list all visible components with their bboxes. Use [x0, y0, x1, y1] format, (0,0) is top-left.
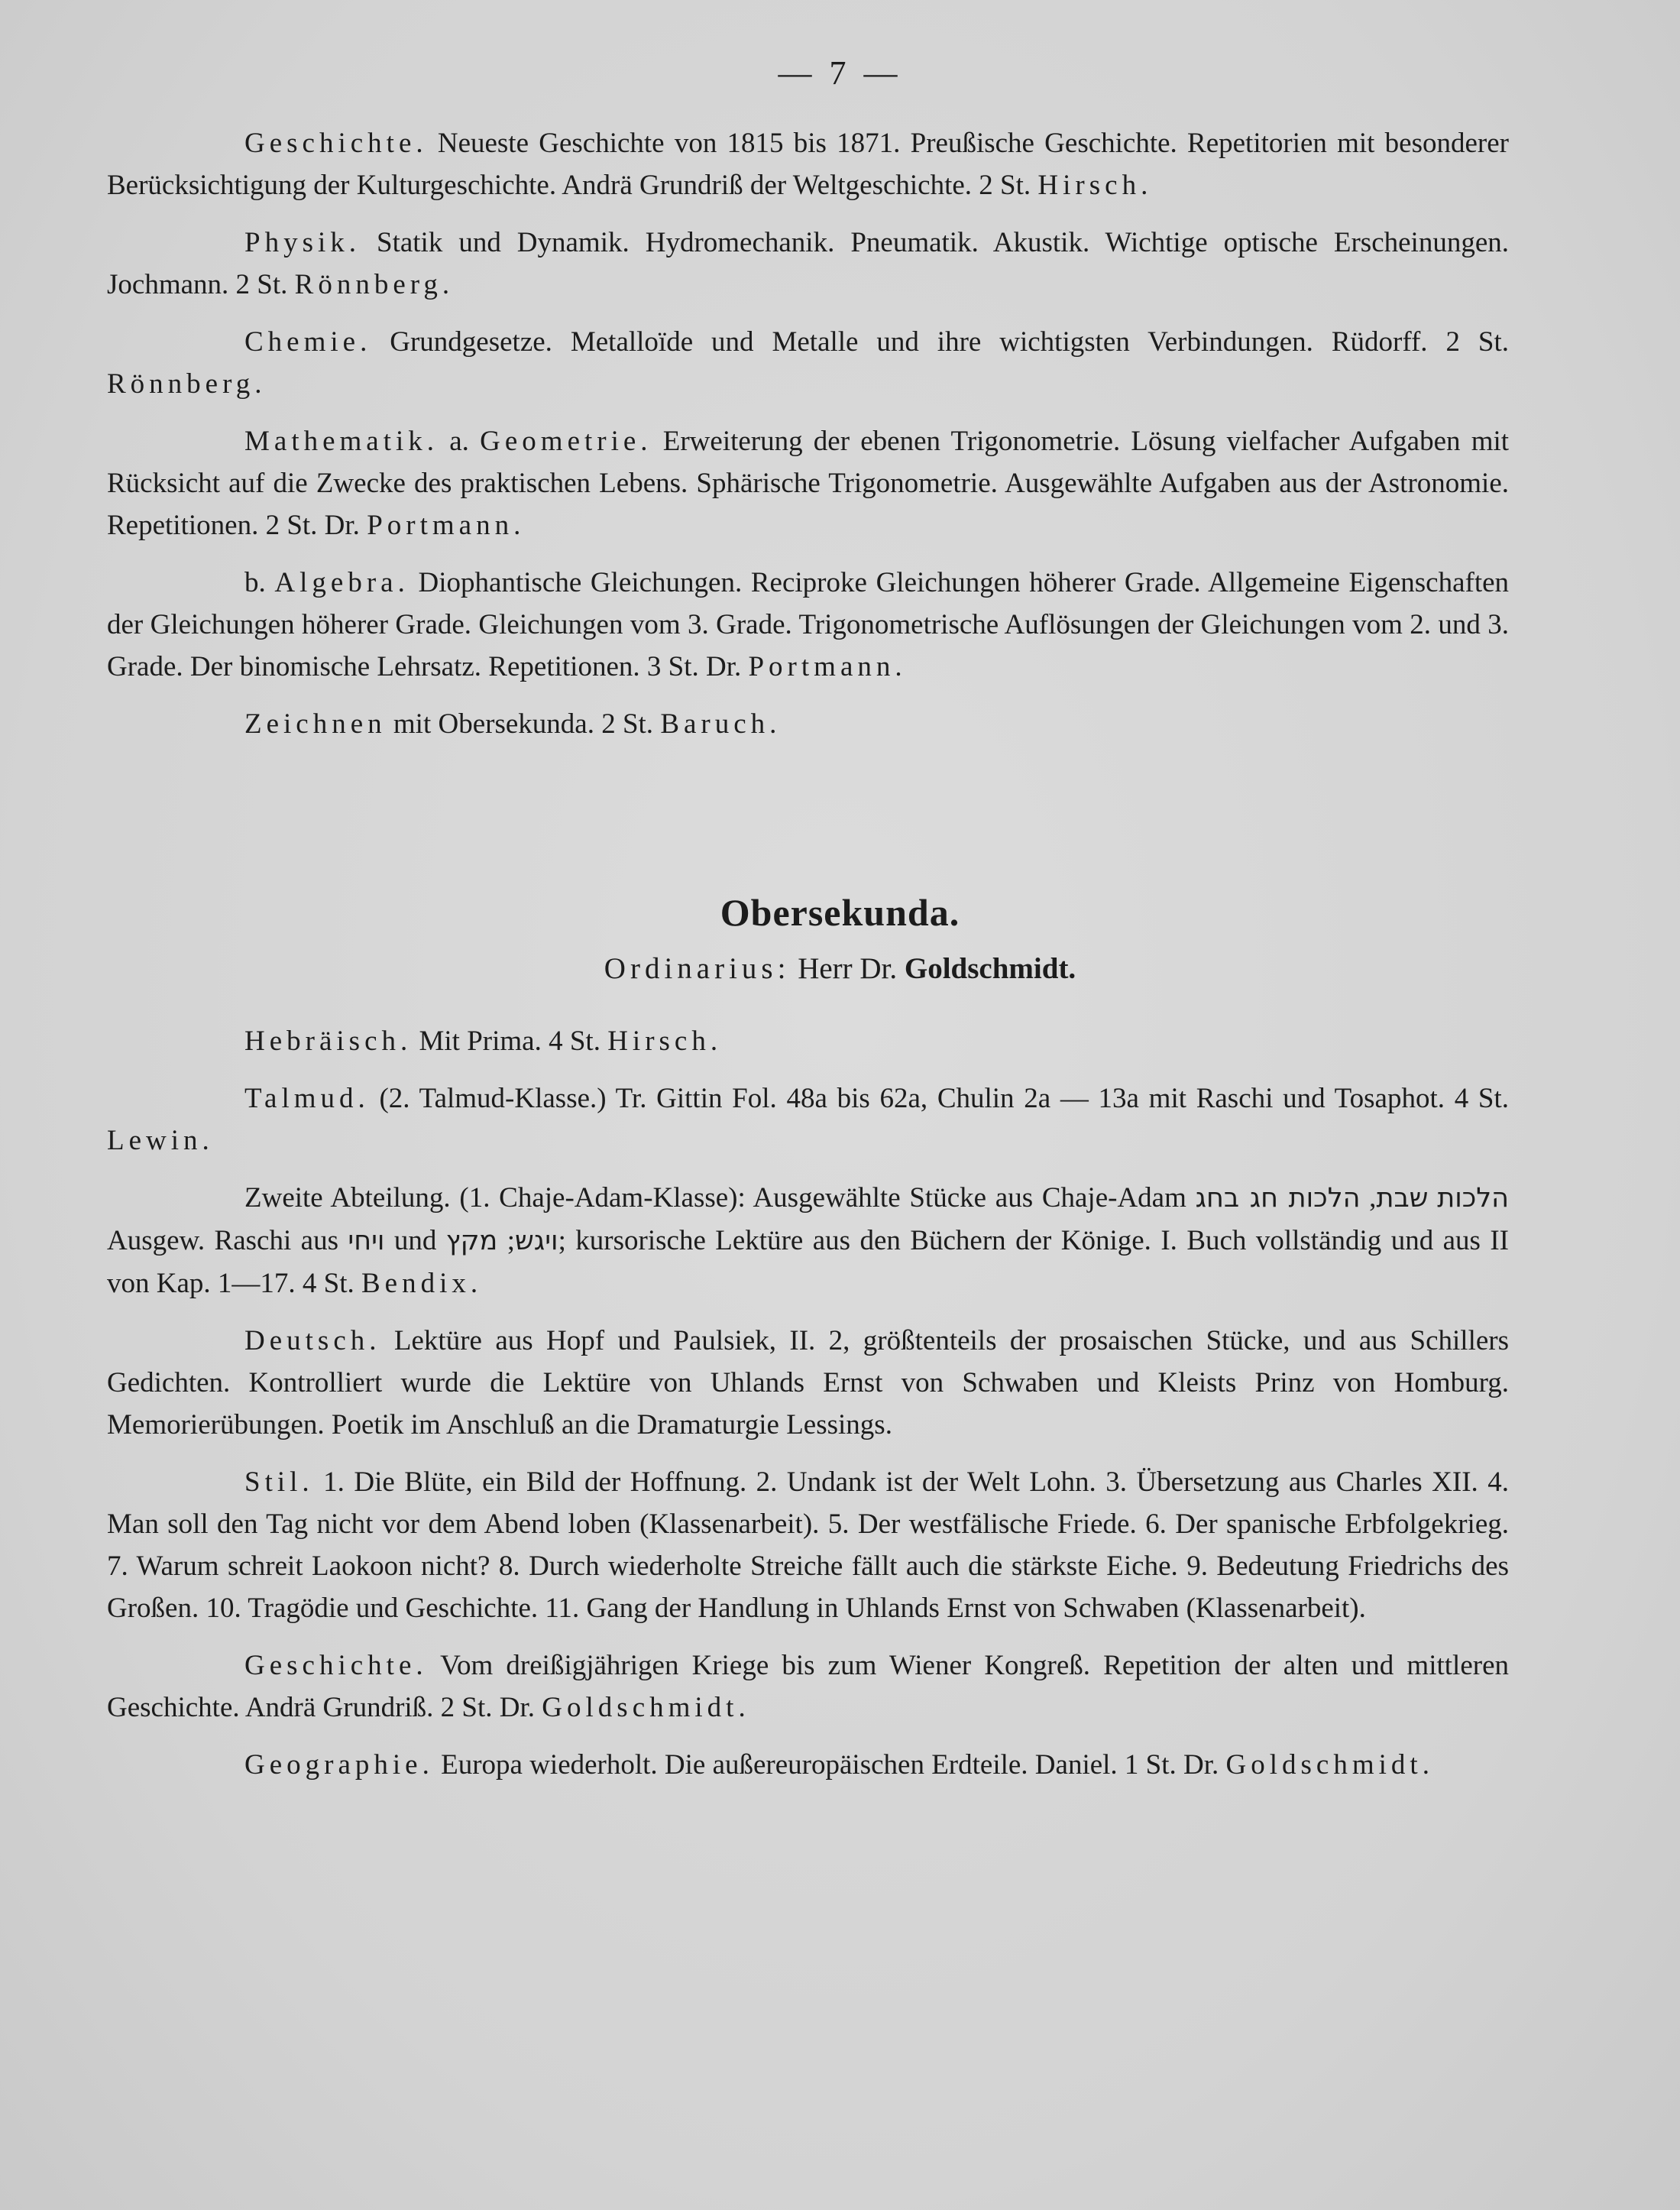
paragraph-text: mit Obersekunda. 2 St. — [393, 708, 654, 740]
subject-label: Deutsch. — [244, 1325, 381, 1356]
paragraph-geschichte-2 — [107, 1645, 1509, 1729]
hebrew-text: הלכות — [1437, 1183, 1510, 1214]
teacher-name: Rönnberg. — [107, 368, 267, 400]
paragraph-geographie — [107, 1744, 1509, 1786]
paragraph-text: (2. Talmud-Klasse.) Tr. Gittin Fol. 48a bis 62a, Chulin 2a — 13a mit Raschi und Tosaphot. 4 St. — [379, 1083, 1509, 1114]
subject-label: Geschichte. — [244, 128, 428, 159]
paragraph-text: Grundgesetze. Metalloïde und Metalle und ihre wichtigsten Verbindungen. Rüdorff. 2 St. — [390, 326, 1509, 358]
subject-label: Mathematik. — [244, 426, 439, 457]
ordinarius-line — [0, 951, 1680, 986]
subject-label: Stil. — [244, 1466, 314, 1498]
paragraph-zweite-abteilung: Zweite Abteilung. (1. Chaje-Adam-Klasse): Ausgewählte Stücke aus Chaje-Adam הלכות שבת, הלכות חג בחג Ausgew. Raschi aus ויחי und ויגש; מקץ ; kursorische Lektüre aus den Büchern der Könige. I. Buch vollständig und aus II von Kap. 1—17. 4 St. Bendix. — [107, 1182, 1510, 1299]
paragraph-deutsch — [107, 1320, 1509, 1446]
page-number: — 7 — — [778, 54, 902, 92]
paragraph-text: Erweiterung der ebenen Trigonometrie. Lösung vielfacher Aufgaben mit Rücksicht auf die Zwecke des praktischen Lebens. Sphärische Trigonometrie. Ausgewählte Aufgaben aus der Astronomie. Repetitionen. 2 St. Dr. — [107, 426, 1510, 541]
hebrew-text: מקץ — [445, 1226, 498, 1256]
paragraph-text: Neueste Geschichte von 1815 bis 1871. Preußische Geschichte. Repetitorien mit besonderer Berücksichtigung der Kulturgeschichte. Andrä Grundriß der Weltgeschichte. 2 St. — [107, 128, 1509, 201]
paragraph-algebra — [107, 562, 1509, 688]
paragraph-text: Statik und Dynamik. Hydromechanik. Pneumatik. Akustik. Wichtige optische Erscheinungen. Jochmann. 2 St. — [107, 227, 1510, 300]
paragraph-text: Lektüre aus Hopf und Paulsiek, II. 2, größtenteils der prosaischen Stücke, und aus Schillers Gedichten. Kontrolliert wurde die Lektüre von Uhlands Ernst von Schwaben und Kleists Prinz von Homburg. Memorierübungen. Poetik im Anschluß an die Dramaturgie Lessings. — [107, 1325, 1509, 1440]
paragraph-geschichte — [107, 122, 1509, 206]
subject-label: Talmud. — [244, 1083, 370, 1114]
teacher-name: Bendix. — [361, 1268, 483, 1299]
ordinarius-name: Goldschmidt. — [904, 952, 1076, 985]
subject-label: Zeichnen — [244, 708, 387, 740]
subject-label: Physik. — [244, 227, 361, 258]
paragraph-hebraeisch — [107, 1020, 1509, 1062]
paragraph-text: Vom dreißigjährigen Kriege bis zum Wiener Kongreß. Repetition der alten und mittleren Geschichte. Andrä Grundriß. 2 St. Dr. — [107, 1650, 1509, 1723]
hebrew-text: ויחי — [348, 1226, 385, 1256]
teacher-name: Rönnberg. — [294, 269, 455, 300]
ordinarius-text: Herr Dr. — [798, 952, 898, 985]
teacher-name: Portmann. — [748, 651, 907, 682]
paragraph-talmud — [107, 1077, 1509, 1162]
teacher-name: Portmann. — [367, 510, 526, 541]
section-heading: Obersekunda. — [720, 891, 960, 934]
paragraph-chemie — [107, 321, 1509, 405]
teacher-name: Lewin. — [107, 1125, 214, 1156]
paragraph-text: Mit Prima. 4 St. — [419, 1026, 600, 1057]
paragraph-text: kursorische Lektüre aus den Büchern der Könige. I. Buch vollständig und aus II von Kap. 1—17. 4 St. — [107, 1225, 1510, 1299]
teacher-name: Goldschmidt. — [1225, 1749, 1434, 1781]
hebrew-text: שבת — [1376, 1183, 1429, 1214]
teacher-name: Hirsch. — [607, 1026, 723, 1057]
paragraph-text: und — [393, 1225, 437, 1256]
subject-label: Geschichte. — [244, 1650, 428, 1681]
teacher-name: Goldschmidt. — [542, 1692, 750, 1723]
section-upper — [107, 122, 1509, 760]
paragraph-text: Zweite Abteilung. (1. Chaje-Adam-Klasse): Ausgewählte Stücke aus Chaje-Adam — [244, 1182, 1186, 1214]
subject-label: Chemie. — [244, 326, 372, 358]
subject-label: Hebräisch. — [244, 1026, 413, 1057]
subsection-label: Algebra. — [274, 567, 409, 598]
teacher-name: Baruch. — [660, 708, 782, 740]
hebrew-text: הלכות חג בחג — [1195, 1183, 1361, 1214]
section-obersekunda — [107, 1020, 1509, 1801]
paragraph-stil — [107, 1461, 1509, 1629]
subsection-marker: a. — [449, 426, 469, 457]
paragraph-zeichnen — [107, 703, 1509, 745]
teacher-name: Hirsch. — [1037, 170, 1153, 201]
subject-label: Geographie. — [244, 1749, 434, 1781]
paragraph-text: Europa wiederholt. Die außereuropäischen Erdteile. Daniel. 1 St. Dr. — [441, 1749, 1219, 1781]
hebrew-text: ויגש — [515, 1226, 558, 1256]
paragraph-text: 1. Die Blüte, ein Bild der Hoffnung. 2. Undank ist der Welt Lohn. 3. Übersetzung aus Charles XII. 4. Man soll den Tag nicht vor dem Abend loben (Klassenarbeit). 5. Der westfälische Friede. 6. Der spanische Erbfolgekrieg. 7. Warum schreit Laokoon nicht? 8. Durch wiederholte Streiche fällt auch die stärkste Eiche. 9. Bedeutung Friedrichs des Großen. 10. Tragödie und Geschichte. 11. Gang der Handlung in Uhlands Ernst von Schwaben (Klassenarbeit). — [107, 1466, 1510, 1624]
ordinarius-label: Ordinarius: — [604, 952, 791, 985]
paragraph-text: Diophantische Gleichungen. Reciproke Gleichungen höherer Grade. Allgemeine Eigenschaften der Gleichungen höherer Grade. Gleichungen vom 3. Grade. Trigonometrische Auflösungen der Gleichungen vom 2. und 3. Grade. Der binomische Lehrsatz. Repetitionen. 3 St. Dr. — [107, 567, 1510, 682]
subsection-label: Geometrie. — [480, 426, 652, 457]
paragraph-text: Ausgew. Raschi aus — [107, 1225, 338, 1256]
paragraph-mathematik — [107, 420, 1509, 546]
paragraph-physik — [107, 222, 1509, 306]
subsection-marker: b. — [244, 567, 266, 598]
